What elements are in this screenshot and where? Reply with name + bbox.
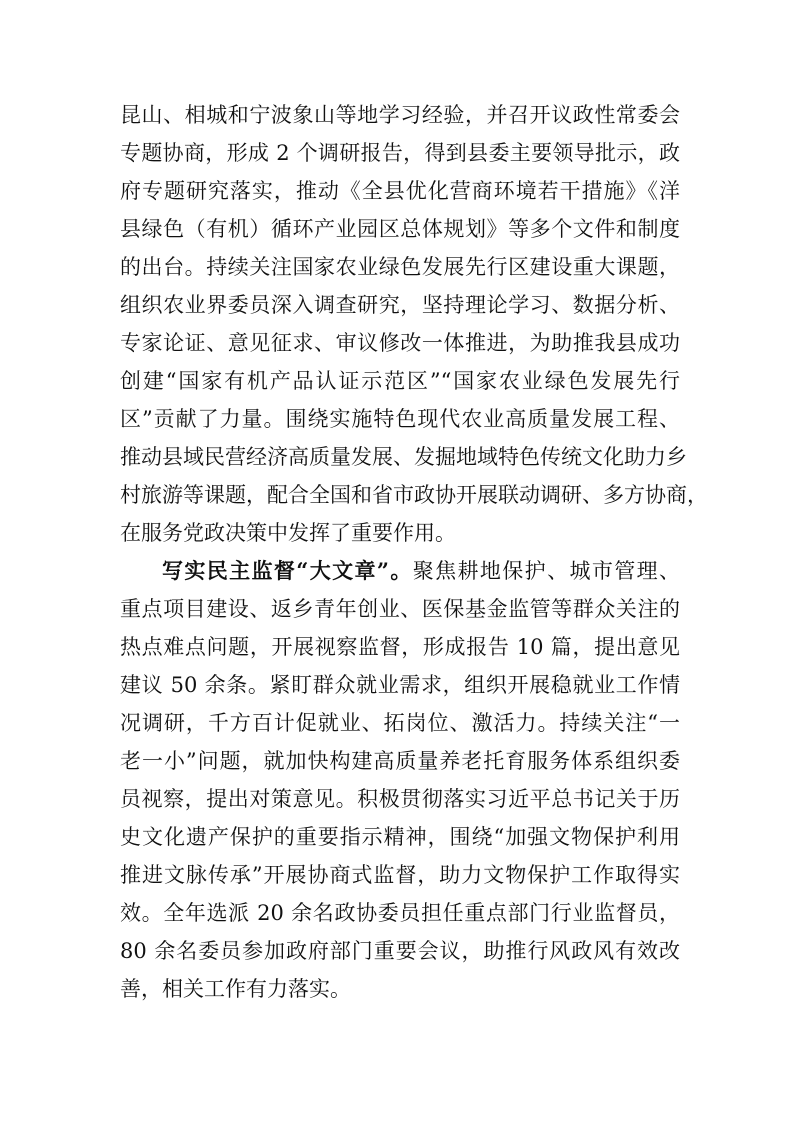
text-line: 专题协商，形成 2 个调研报告，得到县委主要领导批示，政: [120, 141, 680, 165]
text-line: 效。全年选派 20 余名政协委员担任重点部门行业监督员，: [120, 901, 680, 925]
text-line: 创建“国家有机产品认证示范区”“国家农业绿色发展先行: [120, 369, 680, 393]
text-line: 府专题研究落实，推动《全县优化营商环境若干措施》《洋: [120, 179, 680, 203]
document-body: [120, 96, 708, 1008]
text-fragment: 聚焦耕地保护、城市管理、: [412, 559, 680, 583]
text-line: 推进文脉传承”开展协商式监督，助力文物保护工作取得实: [120, 863, 680, 887]
text-line: 专家论证、意见征求、审议修改一体推进，为助推我县成功: [120, 331, 680, 355]
text-line: 区”贡献了力量。围绕实施特色现代农业高质量发展工程、: [120, 407, 680, 431]
paragraph-1: [120, 96, 708, 552]
section-heading: 写实民主监督“大文章”。: [162, 558, 413, 583]
text-line: 重点项目建设、返乡青年创业、医保基金监管等群众关注的: [120, 597, 680, 621]
paragraph-2: [120, 552, 680, 1008]
text-line: 村旅游等课题，配合全国和省市政协开展联动调研、多方协商，: [120, 483, 708, 507]
text-line: 善，相关工作有力落实。: [120, 977, 351, 1001]
text-line: 史文化遗产保护的重要指示精神，围绕“加强文物保护利用: [120, 825, 680, 849]
text-line: 在服务党政决策中发挥了重要作用。: [120, 521, 456, 545]
text-line: 老一小”问题，就加快构建高质量养老托育服务体系组织委: [120, 749, 680, 773]
text-line: 员视察，提出对策意见。积极贯彻落实习近平总书记关于历: [120, 787, 680, 811]
paragraph-2-first-line: [120, 552, 680, 590]
text-line: 建议 50 余条。紧盯群众就业需求，组织开展稳就业工作情: [120, 673, 680, 697]
text-line: 昆山、相城和宁波象山等地学习经验，并召开议政性常委会: [120, 103, 680, 127]
text-line: 的出台。持续关注国家农业绿色发展先行区建设重大课题，: [120, 255, 680, 279]
text-line: 推动县域民营经济高质量发展、发掘地域特色传统文化助力乡: [120, 445, 687, 469]
text-line: 80 余名委员参加政府部门重要会议，助推行风政风有效改: [120, 939, 680, 963]
text-line: 热点难点问题，开展视察监督，形成报告 10 篇，提出意见: [120, 635, 680, 659]
text-line: 组织农业界委员深入调查研究，坚持理论学习、数据分析、: [120, 293, 680, 317]
text-line: 县绿色（有机）循环产业园区总体规划》等多个文件和制度: [120, 217, 680, 241]
text-line: 况调研，千方百计促就业、拓岗位、激活力。持续关注“一: [120, 711, 680, 735]
